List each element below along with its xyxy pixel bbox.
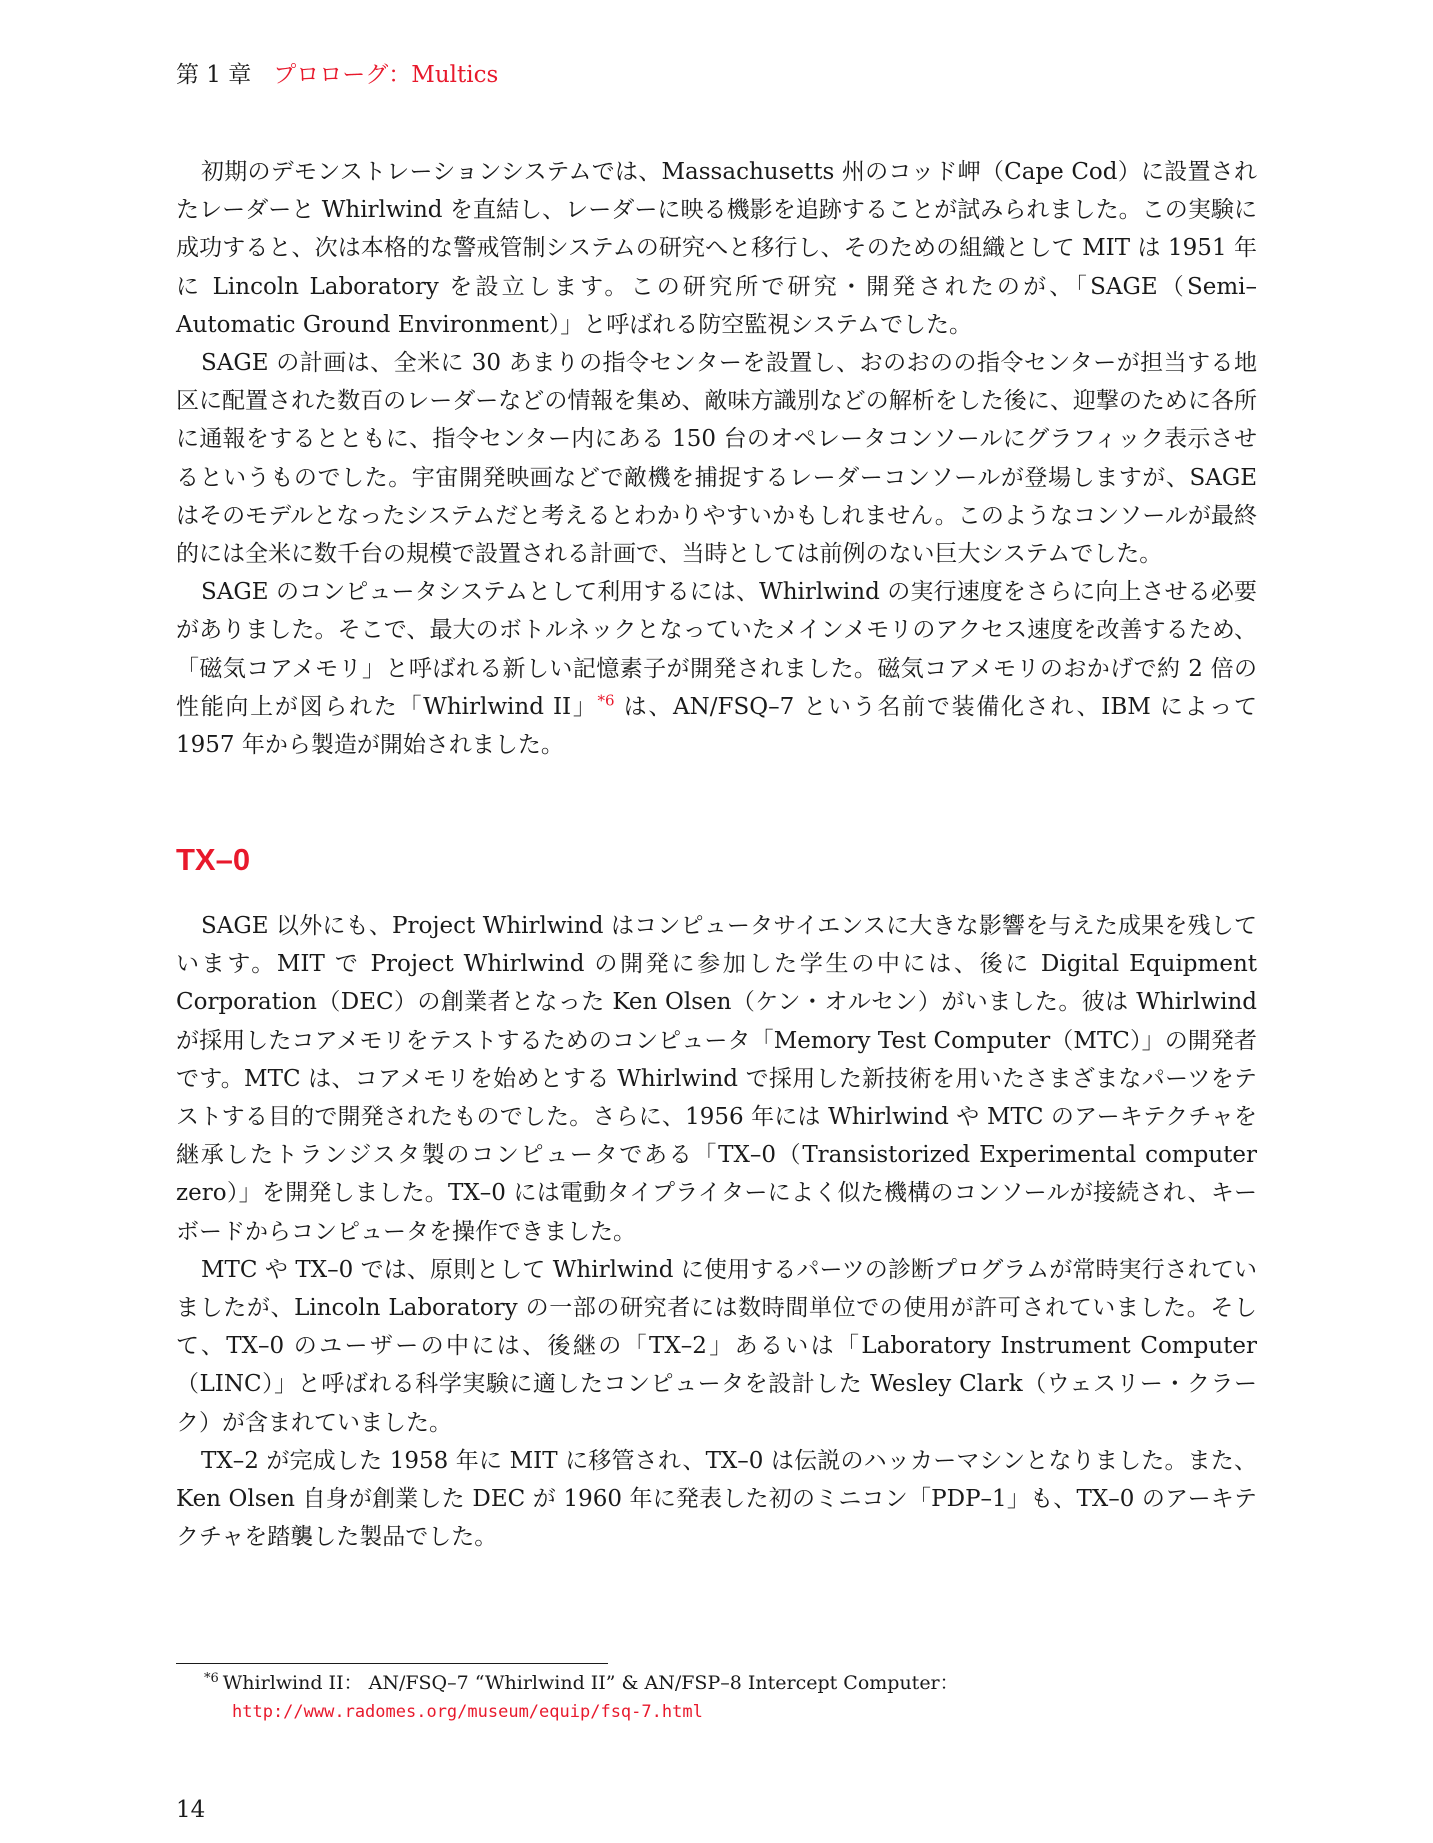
footnote-mark: *6 (204, 1670, 219, 1686)
paragraph-text: は、AN/FSQ–7 という名前で装備化され、IBM によって 1957 年から製造が開始されました。 (176, 693, 1257, 759)
section-body-sage (176, 153, 1257, 764)
footnote (204, 1669, 959, 1727)
footnote-text: Whirlwind II： AN/FSQ–7 “Whirlwind II” & AN/FSP–8 Intercept Computer： (222, 1672, 959, 1694)
section-body-tx0 (176, 907, 1257, 1556)
paragraph (176, 573, 1257, 764)
page-number: 14 (176, 1797, 206, 1823)
running-header (176, 60, 498, 90)
chapter-number: 第 1 章 (176, 62, 252, 88)
section-heading: TX–0 (176, 842, 251, 877)
paragraph: MTC や TX–0 では、原則として Whirlwind に使用するパーツの診断プログラムが常時実行されていましたが、Lincoln Laboratory の一部の研究者には数時間単位での使用が許可されていました。そして、TX–0 のユーザーの中には、後継の「TX–2」あるいは「Laboratory Instrument Computer（LINC）」と呼ばれる科学実験に適したコンピュータを設計した Wesley Clark（ウェスリー・クラーク）が含まれていました。 (176, 1256, 1257, 1436)
footnote-divider (176, 1663, 608, 1664)
footnote-url-link[interactable]: http://www.radomes.org/museum/equip/fsq-7.html (232, 1702, 703, 1722)
footnote-reference-link[interactable]: *6 (597, 691, 615, 710)
paragraph: SAGE 以外にも、Project Whirlwind はコンピュータサイエンスに大きな影響を与えた成果を残しています。MIT で Project Whirlwind の開発に参加した学生の中には、後に Digital Equipment Corporation（DEC）の創業者となった Ken Olsen（ケン・オルセン）がいました。彼は Whirlwind が採用したコアメモリをテストするためのコンピュータ「Memory Test Computer（MTC）」の開発者です。MTC は、コアメモリを始めとする Whirlwind で採用した新技術を用いたさまざまなパーツをテストする目的で開発されたものでした。さらに、1956 年には Whirlwind や MTC のアーキテクチャを継承したトランジスタ製のコンピュータである「TX–0（Transistorized Experimental computer zero）」を開発しました。TX–0 には電動タイプライターによく似た機構のコンソールが接続され、キーボードからコンピュータを操作できました。 (176, 913, 1257, 1245)
chapter-title: プロローグ：Multics (273, 62, 499, 88)
paragraph: SAGE の計画は、全米に 30 あまりの指令センターを設置し、おのおのの指令センターが担当する地区に配置された数百のレーダーなどの情報を集め、敵味方識別などの解析をした後に、迎撃のために各所に通報をするとともに、指令センター内にある 150 台のオペレータコンソールにグラフィック表示させるというものでした。宇宙開発映画などで敵機を捕捉するレーダーコンソールが登場しますが、SAGE はそのモデルとなったシステムだと考えるとわかりやすいかもしれません。このようなコンソールが最終的には全米に数千台の規模で設置される計画で、当時としては前例のない巨大システムでした。 (176, 350, 1257, 568)
paragraph-text: SAGE のコンピュータシステムとして利用するには、Whirlwind の実行速度をさらに向上させる必要がありました。そこで、最大のボトルネックとなっていたメインメモリのアクセス速度を改善するため、「磁気コアメモリ」と呼ばれる新しい記憶素子が開発されました。磁気コアメモリのおかげで約 2 倍の性能向上が図られた「Whirlwind II」 (176, 579, 1257, 720)
paragraph: TX–2 が完成した 1958 年に MIT に移管され、TX–0 は伝説のハッカーマシンとなりました。また、Ken Olsen 自身が創業した DEC が 1960 年に発表した初のミニコン「PDP–1」も、TX–0 のアーキテクチャを踏襲した製品でした。 (176, 1447, 1257, 1551)
paragraph: 初期のデモンストレーションシステムでは、Massachusetts 州のコッド岬（Cape Cod）に設置されたレーダーと Whirlwind を直結し、レーダーに映る機影を追跡することが試みられました。この実験に成功すると、次は本格的な警戒管制システムの研究へと移行し、そのための組織として MIT は 1951 年に Lincoln Laboratory を設立します。この研究所で研究・開発されたのが、「SAGE（Semi–Automatic Ground Environment）」と呼ばれる防空監視システムでした。 (176, 159, 1257, 338)
